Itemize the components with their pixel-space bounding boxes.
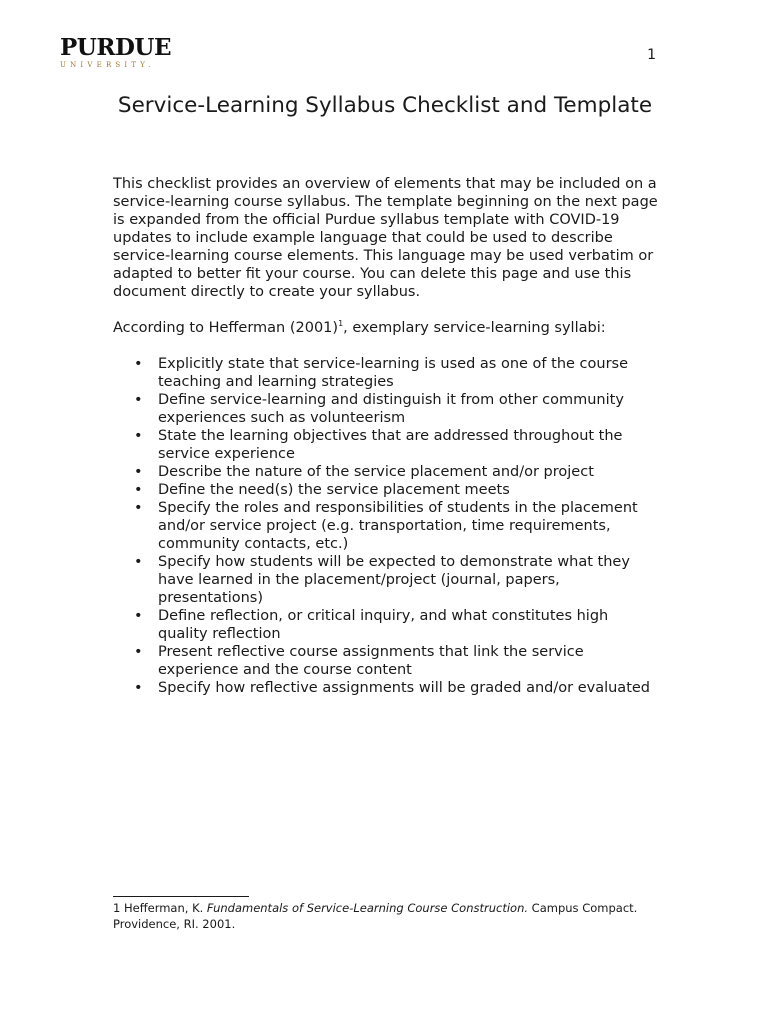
footnote	[113, 900, 661, 932]
list-item	[113, 679, 661, 697]
list-item	[113, 481, 661, 499]
footnote-reference: 1	[338, 319, 344, 329]
bullet-icon: •	[134, 608, 143, 624]
list-item-text: Define reflection, or critical inquiry, and what constitutes high quality reflection	[158, 608, 609, 642]
list-item-text: Define service-learning and distinguish it from other community experiences such as volunteerism	[158, 392, 624, 426]
page-number: 1	[647, 47, 656, 63]
list-item-text: Define the need(s) the service placement meets	[158, 482, 510, 498]
logo-wordmark: PURDUE	[60, 34, 172, 61]
list-item	[113, 391, 661, 427]
bullet-icon: •	[134, 644, 143, 660]
document-title: Service-Learning Syllabus Checklist and Template	[117, 93, 653, 118]
bullet-icon: •	[134, 482, 143, 498]
lead-text-end: , exemplary service-learning syllabi:	[343, 320, 606, 336]
bullet-icon: •	[134, 356, 143, 372]
list-item	[113, 463, 661, 481]
bullet-icon: •	[134, 464, 143, 480]
footnote-suffix: Campus Compact. Providence, RI. 2001.	[113, 901, 638, 931]
bullet-icon: •	[134, 428, 143, 444]
list-item	[113, 553, 661, 607]
criteria-list	[113, 355, 661, 697]
list-item-text: Present reflective course assignments that link the service experience and the course content	[158, 644, 584, 678]
list-item-text: Specify how reflective assignments will be graded and/or evaluated	[158, 680, 651, 696]
list-item-text: Specify how students will be expected to demonstrate what they have learned in the placement/project (journal, papers, presentations)	[158, 554, 630, 606]
bullet-icon: •	[134, 680, 143, 696]
list-item	[113, 499, 661, 553]
bullet-icon: •	[134, 554, 143, 570]
bullet-icon: •	[134, 500, 143, 516]
list-item	[113, 355, 661, 391]
bullet-icon: •	[134, 392, 143, 408]
list-item-text: Specify the roles and responsibilities of students in the placement and/or service project (e.g. transportation, time requirements, community contacts, etc.)	[158, 500, 638, 552]
footnote-book-title: Fundamentals of Service-Learning Course Construction.	[206, 901, 529, 915]
lead-sentence	[113, 319, 661, 337]
list-item-text: Explicitly state that service-learning is used as one of the course teaching and learning strategies	[158, 356, 629, 390]
footnote-divider	[113, 896, 249, 897]
list-item-text: Describe the nature of the service placement and/or project	[158, 464, 594, 480]
lead-text: According to Hefferman (2001)	[113, 320, 339, 336]
footnote-prefix: 1 Hefferman, K.	[113, 901, 207, 915]
intro-paragraph: This checklist provides an overview of elements that may be included on a service-learning course syllabus. The template beginning on the next page is expanded from the official Purdue syllabus template with COVID-19 updates to include example language that could be used to describe service-learning course elements. This language may be used verbatim or adapted to better fit your course. You can delete this page and use this document directly to create your syllabus.	[113, 176, 658, 300]
list-item	[113, 427, 661, 463]
list-item	[113, 643, 661, 679]
purdue-logo	[60, 34, 172, 70]
list-item	[113, 607, 661, 643]
list-item-text: State the learning objectives that are addressed throughout the service experience	[158, 428, 623, 462]
logo-subtitle: UNIVERSITY.	[60, 61, 155, 69]
